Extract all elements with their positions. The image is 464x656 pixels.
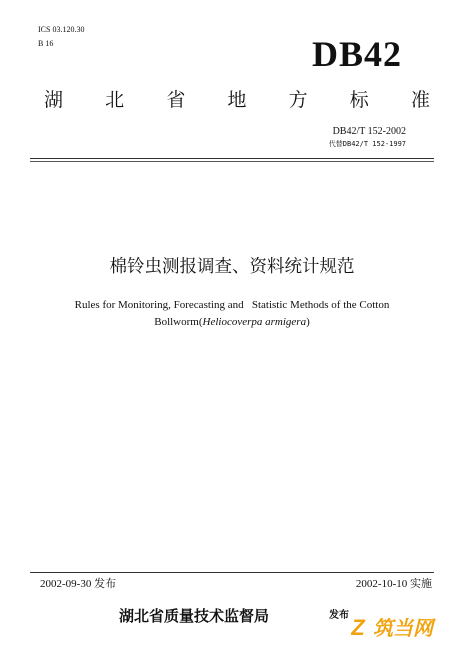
standard-type-heading: [44, 89, 430, 111]
standard-type-char: 方: [288, 89, 308, 111]
header-divider-thin: [30, 161, 434, 162]
replaces-standard: 代替DB42/T 152-1997: [328, 140, 406, 148]
chinese-title: 棉铃虫测报调查、资料统计规范: [109, 257, 355, 277]
english-title-line1: Rules for Monitoring, Forecasting and Statistic Methods of the Cotton: [74, 299, 390, 311]
standard-type-char: 湖: [44, 89, 64, 111]
footer-divider: [30, 572, 434, 573]
english-title-suffix: ): [306, 316, 310, 328]
header-divider: [30, 158, 434, 159]
standard-type-char: 北: [105, 89, 125, 111]
site-watermark: [344, 611, 433, 645]
standard-type-char: 标: [349, 89, 369, 111]
db42-logo: DB42: [311, 34, 402, 74]
publish-date: 2002-09-30 发布: [40, 578, 117, 590]
classification-code: B 16: [38, 39, 54, 48]
standard-type-char: 准: [410, 89, 430, 111]
latin-species-name: Heliocoverpa armigera: [202, 316, 307, 328]
watermark-text: 筑当网: [373, 616, 433, 640]
standard-number: DB42/T 152-2002: [332, 126, 406, 137]
english-title-line2: [0, 315, 464, 329]
issue-label: 发布: [329, 610, 349, 621]
watermark-logo-icon: Z: [351, 615, 365, 640]
standard-type-char: 省: [166, 89, 186, 111]
issuing-authority: 湖北省质量技术监督局: [119, 607, 270, 625]
standard-type-char: 地: [227, 89, 247, 111]
ics-code: ICS 03.120.30: [38, 25, 85, 34]
implement-date: 2002-10-10 实施: [355, 578, 432, 590]
english-title-prefix: Bollworm(: [154, 316, 203, 328]
